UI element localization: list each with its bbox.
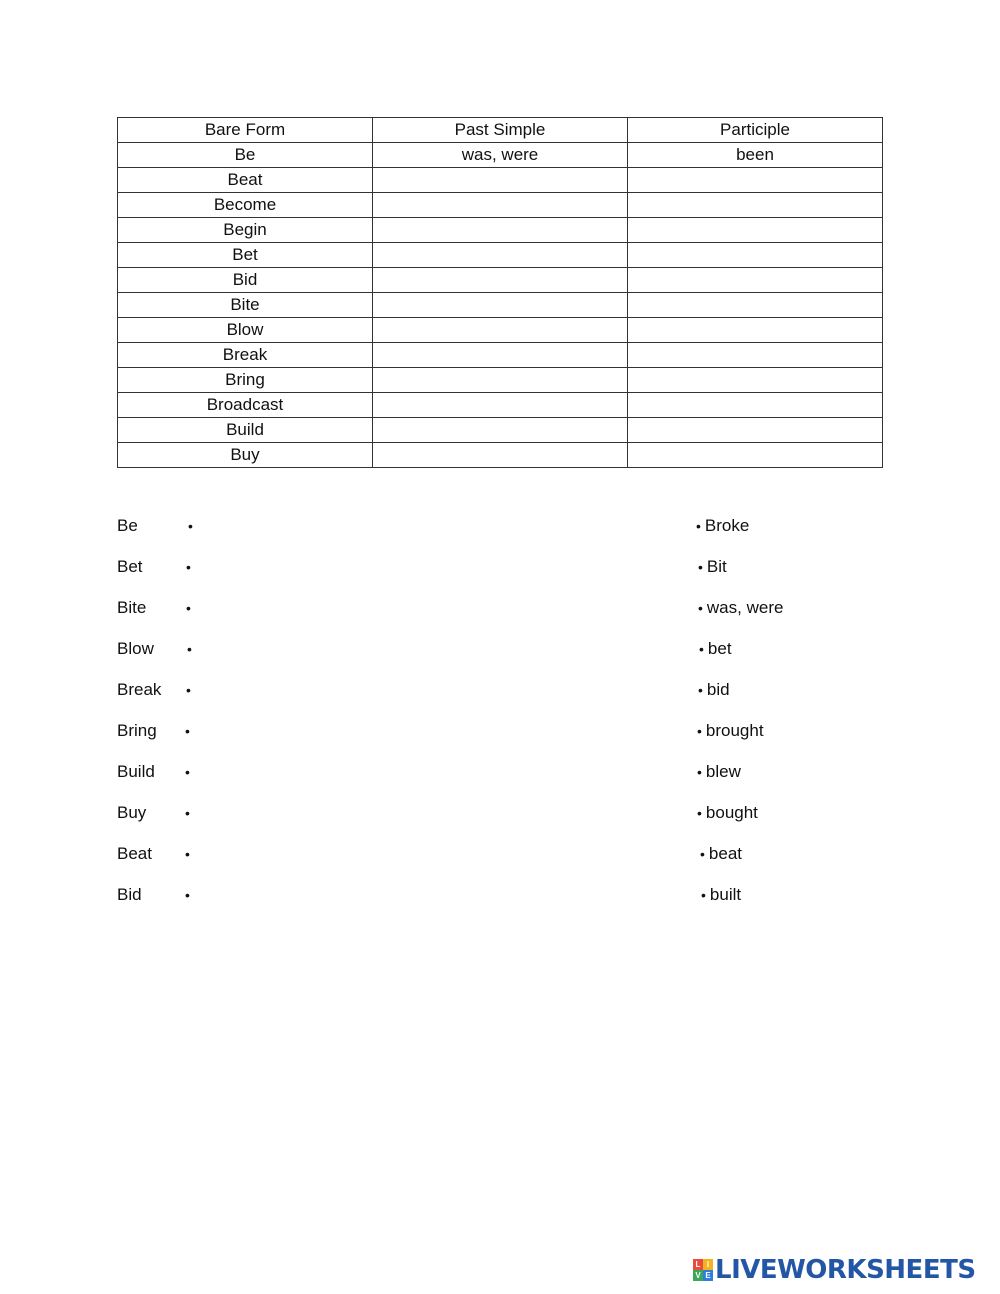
match-right-dot[interactable]: • <box>698 600 703 616</box>
table-row <box>118 168 883 193</box>
match-right-word: was, were <box>706 598 784 617</box>
table-row <box>118 143 883 168</box>
match-left-word: Buy <box>117 803 147 822</box>
match-right-item[interactable] <box>697 803 758 823</box>
bare-form-cell: Become <box>118 193 373 218</box>
participle-cell[interactable] <box>628 193 883 218</box>
table-row <box>118 368 883 393</box>
past-simple-cell[interactable] <box>373 243 628 268</box>
match-left-dot[interactable]: • <box>185 805 190 821</box>
participle-cell[interactable] <box>628 268 883 293</box>
liveworksheets-logo <box>693 1256 976 1284</box>
match-left-dot[interactable]: • <box>185 846 190 862</box>
match-right-item[interactable] <box>699 639 732 659</box>
logo-mark-tile: V <box>693 1270 703 1281</box>
match-left-word: Break <box>117 680 162 699</box>
match-left-word: Bid <box>117 885 142 904</box>
match-right-dot[interactable]: • <box>697 764 702 780</box>
match-right-dot[interactable]: • <box>698 682 703 698</box>
header-past-simple: Past Simple <box>373 118 628 143</box>
match-right-item[interactable] <box>701 885 741 905</box>
match-right-dot[interactable]: • <box>698 559 703 575</box>
match-left-dot[interactable]: • <box>185 764 190 780</box>
match-left-dot[interactable]: • <box>187 641 192 657</box>
match-left-word: Bet <box>117 557 143 576</box>
table-row <box>118 193 883 218</box>
verb-forms-table <box>117 117 883 468</box>
match-right-word: Broke <box>704 516 750 535</box>
header-bare-form: Bare Form <box>118 118 373 143</box>
table-row <box>118 418 883 443</box>
match-left-word: Be <box>117 516 138 535</box>
table-body <box>118 143 883 468</box>
past-simple-cell[interactable] <box>373 443 628 468</box>
participle-cell: been <box>628 143 883 168</box>
match-left-dot[interactable]: • <box>186 559 191 575</box>
participle-cell[interactable] <box>628 368 883 393</box>
bare-form-cell: Begin <box>118 218 373 243</box>
match-right-item[interactable] <box>698 680 730 700</box>
past-simple-cell[interactable] <box>373 268 628 293</box>
match-right-item[interactable] <box>698 557 727 577</box>
match-right-word: Bit <box>706 557 727 576</box>
bare-form-cell: Bid <box>118 268 373 293</box>
bare-form-cell: Be <box>118 143 373 168</box>
table-header-row <box>118 118 883 143</box>
bare-form-cell: Break <box>118 343 373 368</box>
header-participle: Participle <box>628 118 883 143</box>
bare-form-cell: Build <box>118 418 373 443</box>
match-right-word: brought <box>705 721 764 740</box>
logo-mark-tile: I <box>703 1259 713 1270</box>
participle-cell[interactable] <box>628 168 883 193</box>
table-row <box>118 393 883 418</box>
table-row <box>118 268 883 293</box>
match-right-item[interactable] <box>696 516 749 536</box>
match-left-word: Beat <box>117 844 152 863</box>
participle-cell[interactable] <box>628 218 883 243</box>
match-right-item[interactable] <box>698 598 783 618</box>
match-left-word: Build <box>117 762 155 781</box>
bare-form-cell: Bring <box>118 368 373 393</box>
participle-cell[interactable] <box>628 318 883 343</box>
past-simple-cell[interactable] <box>373 318 628 343</box>
past-simple-cell[interactable] <box>373 168 628 193</box>
match-left-dot[interactable]: • <box>185 887 190 903</box>
logo-text: LIVEWORKSHEETS <box>715 1255 976 1285</box>
match-right-dot[interactable]: • <box>701 887 706 903</box>
participle-cell[interactable] <box>628 418 883 443</box>
logo-mark-icon <box>693 1259 713 1281</box>
match-left-word: Bite <box>117 598 147 617</box>
match-right-dot[interactable]: • <box>697 805 702 821</box>
logo-mark-tile: E <box>703 1270 713 1281</box>
match-right-word: bet <box>707 639 732 658</box>
match-right-item[interactable] <box>697 762 741 782</box>
past-simple-cell[interactable] <box>373 218 628 243</box>
past-simple-cell: was, were <box>373 143 628 168</box>
match-right-word: bid <box>706 680 730 699</box>
match-right-dot[interactable]: • <box>696 518 701 534</box>
participle-cell[interactable] <box>628 393 883 418</box>
match-right-dot[interactable]: • <box>697 723 702 739</box>
table-row <box>118 293 883 318</box>
bare-form-cell: Bite <box>118 293 373 318</box>
match-left-dot[interactable]: • <box>188 518 193 534</box>
match-left-word: Blow <box>117 639 154 658</box>
match-right-item[interactable] <box>697 721 764 741</box>
match-right-word: blew <box>705 762 741 781</box>
past-simple-cell[interactable] <box>373 418 628 443</box>
match-right-dot[interactable]: • <box>700 846 705 862</box>
match-right-dot[interactable]: • <box>699 641 704 657</box>
past-simple-cell[interactable] <box>373 193 628 218</box>
logo-mark-tile: L <box>693 1259 703 1270</box>
participle-cell[interactable] <box>628 293 883 318</box>
past-simple-cell[interactable] <box>373 343 628 368</box>
past-simple-cell[interactable] <box>373 293 628 318</box>
table-row <box>118 343 883 368</box>
past-simple-cell[interactable] <box>373 393 628 418</box>
match-left-word: Bring <box>117 721 157 740</box>
match-left-dot[interactable]: • <box>186 600 191 616</box>
bare-form-cell: Bet <box>118 243 373 268</box>
participle-cell[interactable] <box>628 243 883 268</box>
match-right-word: built <box>709 885 742 904</box>
past-simple-cell[interactable] <box>373 368 628 393</box>
match-right-item[interactable] <box>700 844 742 864</box>
table-row <box>118 218 883 243</box>
table-row <box>118 443 883 468</box>
participle-cell[interactable] <box>628 343 883 368</box>
bare-form-cell: Beat <box>118 168 373 193</box>
table-row <box>118 243 883 268</box>
match-left-dot[interactable]: • <box>185 723 190 739</box>
match-left-dot[interactable]: • <box>186 682 191 698</box>
match-right-word: beat <box>708 844 742 863</box>
match-right-word: bought <box>705 803 758 822</box>
table-row <box>118 318 883 343</box>
participle-cell[interactable] <box>628 443 883 468</box>
bare-form-cell: Buy <box>118 443 373 468</box>
bare-form-cell: Blow <box>118 318 373 343</box>
bare-form-cell: Broadcast <box>118 393 373 418</box>
